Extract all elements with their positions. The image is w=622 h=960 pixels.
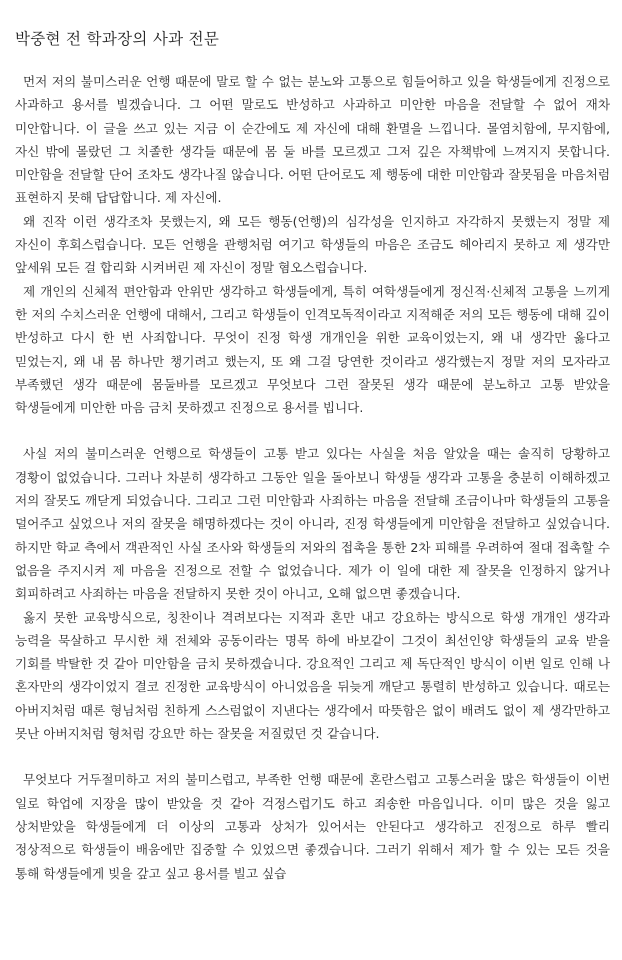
document-title: 박중현 전 학과장의 사과 전문 [15, 30, 220, 48]
paragraph: 사실 저의 불미스러운 언행으로 학생들이 고통 받고 있다는 사실을 처음 알았을 때는 솔직히 당황하고 경황이 없었습니다. 그러나 차분히 생각하고 그동안 일을 돌아보니 학생들 생각과 고통을 충분히 이해하겠고 저의 잘못도 깨닫게 되었습니다. 그리고 그런 미안함과 사죄하는 마음을 전달해 조금이나마 학생들의 고통을 덜어주고 싶었으나 저의 잘못을 해명하겠다는 것이 아니라, 진정 학생들에게 미안함을 전달하고 싶었습니다. 하지만 학교 측에서 객관적인 사실 조사와 학생들의 저와의 접촉을 통한 2차 피해를 우려하여 절대 접촉할 수 없음을 주지시켜 제 마음을 진정으로 전할 수 없었습니다. 제가 이 일에 대한 제 잘못을 인정하지 않거나 회피하려고 사죄하는 마음을 전달하지 못한 것이 아니고, 오해 없으면 좋겠습니다. [15, 446, 610, 602]
section-2 [15, 442, 610, 745]
section-3 [15, 768, 610, 884]
paragraph: 무엇보다 거두절미하고 저의 불미스럽고, 부족한 언행 때문에 혼란스럽고 고통스러울 많은 학생들이 이번 일로 학업에 지장을 많이 받았을 것 같아 걱정스럽기도 하고 죄송한 마음입니다. 이미 많은 것을 잃고 상처받았을 학생들에게 더 이상의 고통과 상처가 있어서는 안된다고 생각하고 진정으로 하루 빨리 정상적으로 학생들이 배움에만 집중할 수 있었으면 좋겠습니다. 그러기 위해서 제가 할 수 있는 모든 것을 통해 학생들에게 빚을 갚고 싶고 용서를 빌고 싶습 [15, 772, 610, 881]
section-1 [15, 70, 610, 419]
paragraph: 먼저 저의 불미스러운 언행 때문에 말로 할 수 없는 분노와 고통으로 힘들어하고 있을 학생들에게 진정으로 사과하고 용서를 빌겠습니다. 그 어떤 말로도 반성하고 사과하고 미안한 마음을 전달할 수 없어 재차 미안합니다. 이 글을 쓰고 있는 지금 이 순간에도 제 자신에 대해 환멸을 느낍니다. 몰염치함에, 무지함에, 자신 밖에 몰랐던 그 치졸한 생각들 때문에 몸 둘 바를 모르겠고 그저 깊은 자책밖에 느껴지지 못합니다. 미안함을 전달할 단어 조차도 생각나질 않습니다. 어떤 단어로도 제 행동에 대한 미안함과 잘못됨을 마음처럼 표현하지 못해 답답합니다. 제 자신에. [15, 74, 610, 206]
section-spacer [15, 745, 610, 768]
paragraph: 왜 진작 이런 생각조차 못했는지, 왜 모든 행동(언행)의 심각성을 인지하고 자각하지 못했는지 정말 제 자신이 후회스럽습니다. 모든 언행을 관행처럼 여기고 학생들의 마음은 조금도 헤아리지 못하고 제 생각만 앞세워 모든 걸 합리화 시켜버린 제 자신이 정말 혐오스럽습니다. [15, 213, 610, 276]
paragraph: 옳지 못한 교육방식으로, 칭찬이나 격려보다는 지적과 혼만 내고 강요하는 방식으로 학생 개개인 생각과 능력을 묵살하고 무시한 채 전체와 공동이라는 명목 하에 바보같이 그것이 최선인양 학생들의 교육 받을 기회를 박탈한 것 같아 미안함을 금치 못하겠습니다. 강요적인 그리고 제 독단적인 방식이 이번 일로 인해 나 혼자만의 생각이었지 결코 진정한 교육방식이 아니었음을 뒤늦게 깨닫고 통렬히 반성하고 있습니다. 때로는 아버지처럼 때론 형님처럼 친하게 스스럼없이 지낸다는 생각에서 따뜻함은 없이 배려도 없이 제 생각만하고 못난 아버지처럼 형처럼 강요만 하는 잘못을 저질렀던 것 같습니다. [15, 609, 610, 742]
paragraph: 제 개인의 신체적 편안함과 안위만 생각하고 학생들에게, 특히 여학생들에게 정신적·신체적 고통을 느끼게 한 저의 수치스러운 언행에 대해서, 그리고 학생들이 인격모독적이라고 지적해준 저의 모든 행동에 대해 깊이 반성하고 다시 한 번 사죄합니다. 무엇이 진정 학생 개개인을 위한 교육이었는지, 왜 내 생각만 옳다고 믿었는지, 왜 내 몸 하나만 챙기려고 했는지, 또 왜 그걸 당연한 것이라고 생각했는지 정말 저의 모자라고 부족했던 생각 때문에 몸둘바를 모르겠고 무엇보다 그런 잘못된 생각 때문에 분노하고 고통 받았을 학생들에게 미안한 마음 금치 못하겠고 진정으로 용서를 빕니다. [15, 283, 610, 416]
section-spacer [15, 419, 610, 442]
